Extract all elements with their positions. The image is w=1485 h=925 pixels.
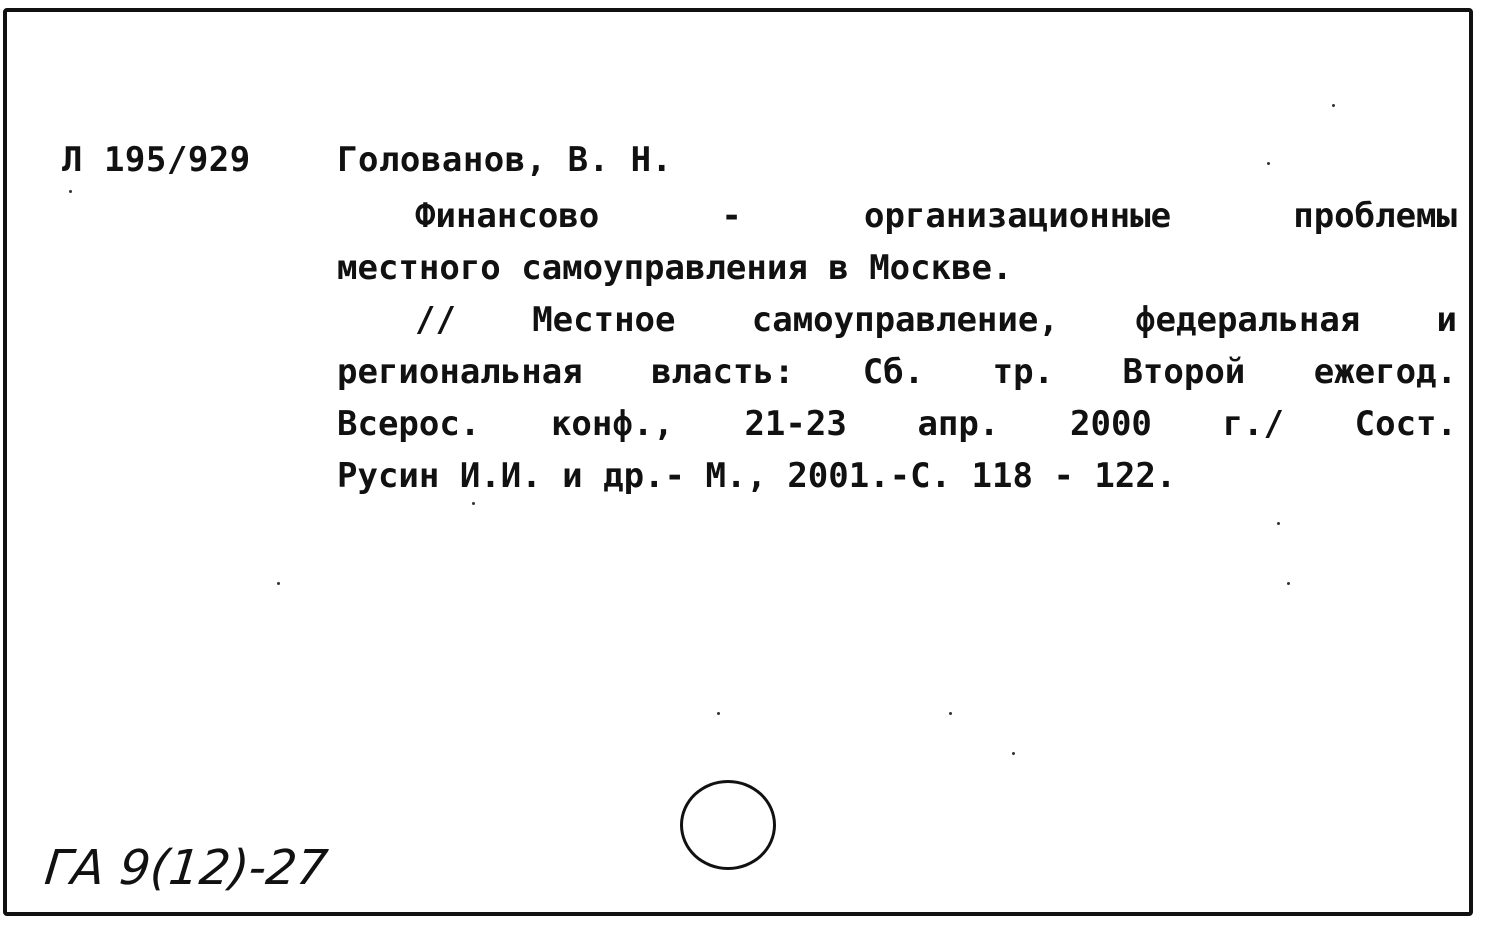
speck: [949, 712, 952, 715]
handwritten-classification-code: ГА 9(12)-27: [42, 840, 331, 896]
speck: [1287, 582, 1290, 585]
shelfmark: Л 195/929: [62, 140, 251, 180]
catalog-card: [3, 8, 1473, 916]
source-line-2: региональная власть: Сб. тр. Второй ежегод.: [337, 352, 1457, 392]
source-line-3: Всерос. конф., 21-23 апр. 2000 г./ Сост.: [337, 404, 1457, 444]
source-line-4: Русин И.И. и др.- М., 2001.-С. 118 - 122.: [337, 456, 1177, 496]
speck: [69, 190, 72, 193]
speck: [472, 502, 475, 505]
author-name: Голованов, В. Н.: [337, 140, 673, 180]
source-line-1: // Местное самоуправление, федеральная и: [415, 300, 1457, 340]
title-line-1: Финансово - организационные проблемы: [415, 196, 1457, 236]
title-line-2: местного самоуправления в Москве.: [337, 248, 1013, 288]
speck: [1277, 522, 1280, 525]
speck: [1012, 752, 1015, 755]
punch-hole: [680, 780, 776, 870]
speck: [1332, 104, 1335, 107]
speck: [717, 712, 720, 715]
speck: [277, 582, 280, 585]
bibliographic-description: [337, 190, 1457, 502]
speck: [1267, 162, 1270, 165]
